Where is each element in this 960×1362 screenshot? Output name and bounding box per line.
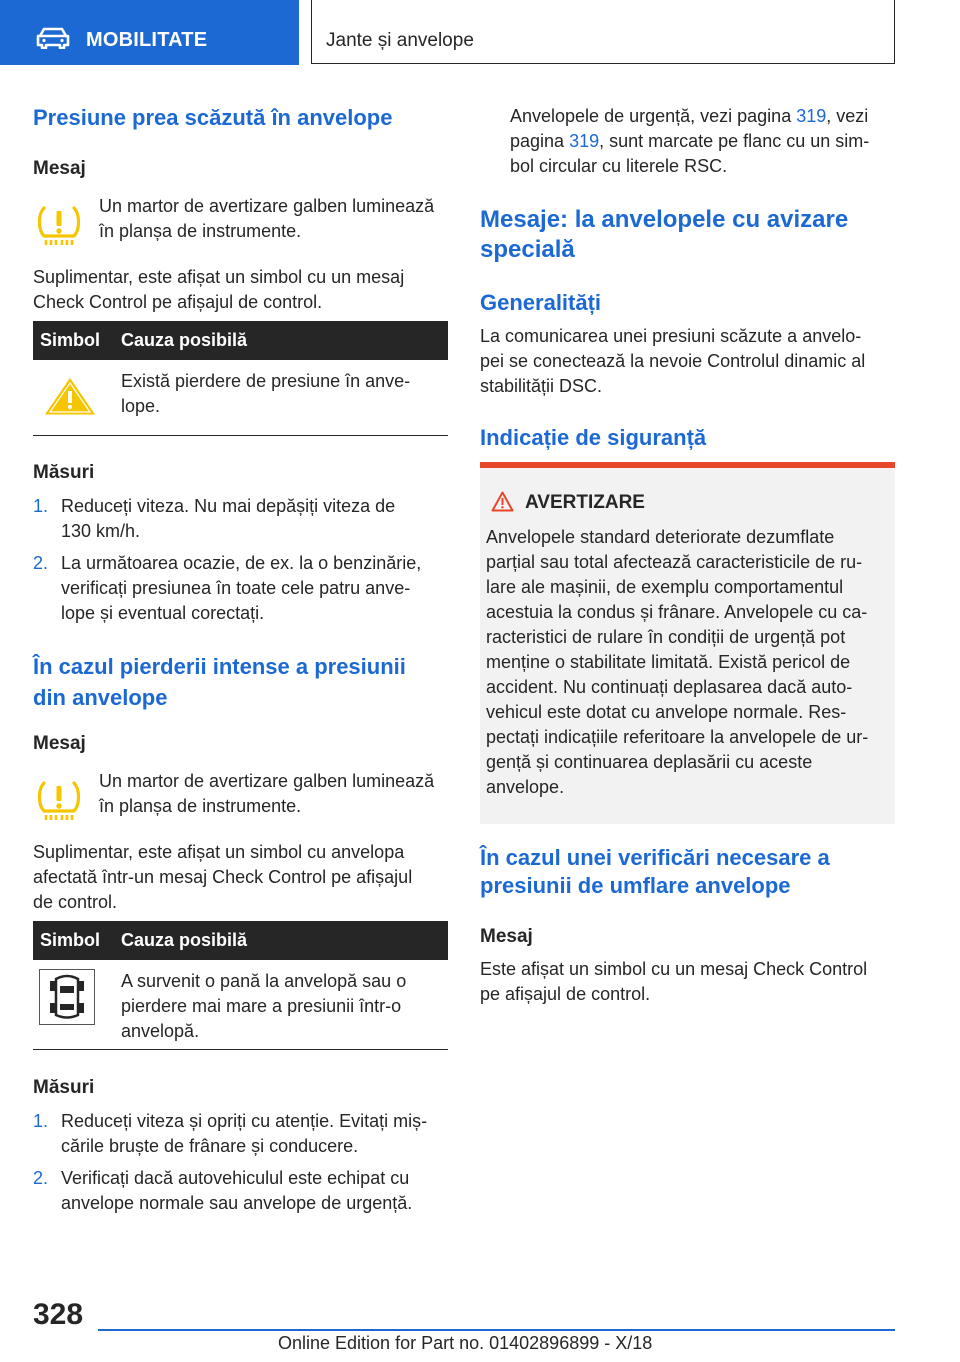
text-line: Suplimentar, este afișat un simbol cu un mesaj <box>33 267 405 287</box>
page-link[interactable]: 319 <box>569 131 600 151</box>
text-line: Un martor de avertizare galben luminează <box>99 196 435 216</box>
warning-title: AVERTIZARE <box>525 492 645 513</box>
text-line: A survenit o pană la anvelopă sau o <box>121 971 407 991</box>
text-line: 130 km/h. <box>61 521 141 541</box>
text-line: cările bruște de frânare și conducere. <box>61 1136 359 1156</box>
list-number: 1. <box>33 1111 49 1131</box>
text-line: La comunicarea unei presiuni scăzute a anvelo- <box>480 326 862 346</box>
text-line: Un martor de avertizare galben luminează <box>99 771 435 791</box>
divider <box>33 435 448 436</box>
text-fragment: Anvelopele de urgență, vezi pagina <box>510 106 797 126</box>
car-icon <box>36 27 70 49</box>
col-simbol: Simbol <box>40 330 101 350</box>
text-line: lope și eventual corectați. <box>61 603 265 623</box>
edition-text: Online Edition for Part no. 01402896899 - X/18 <box>278 1333 653 1353</box>
text-line: pei se conectează la nevoie Controlul dinamic al <box>480 351 866 371</box>
list-number: 1. <box>33 496 49 516</box>
mesaj1-text <box>99 194 434 244</box>
col-cauza: Cauza posibilă <box>121 330 248 350</box>
text-line: Există pierdere de presiune în anve- <box>121 371 411 391</box>
tire-pressure-warning-lamp-icon <box>35 779 83 823</box>
text-line <box>510 129 869 154</box>
text-line <box>510 104 869 129</box>
table2-cause <box>121 969 406 1044</box>
masuri-label: Măsuri <box>33 1077 95 1098</box>
text-fragment: , sunt marcate pe flanc cu un sim- <box>599 131 870 151</box>
divider <box>33 1049 448 1050</box>
text-line: Anvelopele standard deteriorate dezumflate <box>486 527 835 547</box>
mesaj-label: Mesaj <box>480 926 533 947</box>
mesaj3-text <box>480 957 867 1007</box>
section-tab[interactable] <box>0 0 299 65</box>
heading-pressure-check <box>480 844 830 900</box>
text-line: pierdere mai mare a presiunii într-o <box>121 996 402 1016</box>
section-title: MOBILITATE <box>86 29 208 51</box>
text-line: în planșa de instrumente. <box>99 221 302 241</box>
text-line: gență și continuarea deplasării cu aceste <box>486 752 813 772</box>
heading-low-pressure: Presiune prea scăzută în anvelope <box>33 105 393 130</box>
supplementary-text <box>33 840 412 915</box>
heading-line: specială <box>480 236 575 263</box>
heading-line: În cazul unei verificări necesare a <box>480 845 830 870</box>
text-fragment: pagina <box>510 131 570 151</box>
list-item <box>61 494 395 544</box>
list-number: 2. <box>33 553 49 573</box>
text-line: La următoarea ocazie, de ex. la o benzinărie, <box>61 553 422 573</box>
heading-special-tires <box>480 205 848 265</box>
page-number: 328 <box>33 1298 84 1331</box>
text-line: afectată într-un mesaj Check Control pe afișajul <box>33 867 413 887</box>
text-line: bol circular cu literele RSC. <box>510 156 728 176</box>
table1-header <box>33 321 448 360</box>
warning-box <box>480 462 895 824</box>
text-line: Suplimentar, este afișat un simbol cu anvelopa <box>33 842 405 862</box>
tire-pressure-warning-lamp-icon <box>35 204 83 248</box>
heading-line: În cazul pierderii intense a presiunii <box>33 654 406 679</box>
text-line: Check Control pe afișajul de control. <box>33 292 323 312</box>
text-line: Reduceți viteza. Nu mai depășiți viteza de <box>61 496 396 516</box>
text-line: menține o stabilitate limitată. Există pericol de <box>486 652 851 672</box>
text-fragment: , vezi <box>826 106 869 126</box>
warning-triangle-icon <box>41 374 99 418</box>
supplementary-text <box>33 265 404 315</box>
masuri-label: Măsuri <box>33 462 95 483</box>
warning-triangle-icon <box>491 491 514 512</box>
heading-general: Generalități <box>480 290 602 315</box>
table1-cause <box>121 369 410 419</box>
text-line: anvelopă. <box>121 1021 200 1041</box>
chapter-tab[interactable] <box>311 0 895 64</box>
text-line: Este afișat un simbol cu un mesaj Check Control <box>480 959 868 979</box>
mesaj2-text <box>99 769 434 819</box>
text-line: în planșa de instrumente. <box>99 796 302 816</box>
list-item <box>61 1166 412 1216</box>
text-line: racteristici de rulare în condiții de urgență pot <box>486 627 846 647</box>
spare-tire-intro <box>510 104 869 179</box>
list-number: 2. <box>33 1168 49 1188</box>
text-line: anvelope normale sau anvelope de urgență. <box>61 1193 413 1213</box>
text-line: accident. Nu continuați deplasarea dacă auto- <box>486 677 853 697</box>
text-line: Verificați dacă autovehiculul este echipat cu <box>61 1168 410 1188</box>
text-line: stabilității DSC. <box>480 376 603 396</box>
table2-header <box>33 921 448 960</box>
heading-line: din anvelope <box>33 685 168 710</box>
page-link[interactable]: 319 <box>796 106 827 126</box>
mesaj-label: Mesaj <box>33 158 86 179</box>
car-tire-position-icon <box>39 969 95 1025</box>
text-line: vehicul este dotat cu anvelope normale. Res- <box>486 702 847 722</box>
text-line: pe afișajul de control. <box>480 984 651 1004</box>
text-line: acestuia la condus și frânare. Anvelopele cu ca- <box>486 602 868 622</box>
heading-line: presiunii de umflare anvelope <box>480 873 791 898</box>
text-line: lare ale mașinii, de exemplu comportamentul <box>486 577 844 597</box>
mesaj-label: Mesaj <box>33 733 86 754</box>
text-line: lope. <box>121 396 161 416</box>
text-line: verificați presiunea în toate cele patru anve- <box>61 578 411 598</box>
list-item <box>61 551 421 626</box>
col-simbol: Simbol <box>40 930 101 950</box>
col-cauza: Cauza posibilă <box>121 930 248 950</box>
heading-intense-loss <box>33 651 406 713</box>
heading-safety: Indicație de siguranță <box>480 425 707 450</box>
text-line: de control. <box>33 892 118 912</box>
text-line: pectați indicațiile referitoare la anvelopele de ur- <box>486 727 869 747</box>
heading-line: Mesaje: la anvelopele cu avizare <box>480 206 849 233</box>
text-line: anvelope. <box>486 777 565 797</box>
warning-text <box>486 525 868 800</box>
chapter-title: Jante și anvelope <box>326 30 474 51</box>
general-text <box>480 324 865 399</box>
text-line: Reduceți viteza și opriți cu atenție. Evitați miș- <box>61 1111 428 1131</box>
list-item <box>61 1109 427 1159</box>
text-line: parțial sau total afectează caracteristicile de ru- <box>486 552 863 572</box>
footer-rule <box>98 1329 895 1331</box>
